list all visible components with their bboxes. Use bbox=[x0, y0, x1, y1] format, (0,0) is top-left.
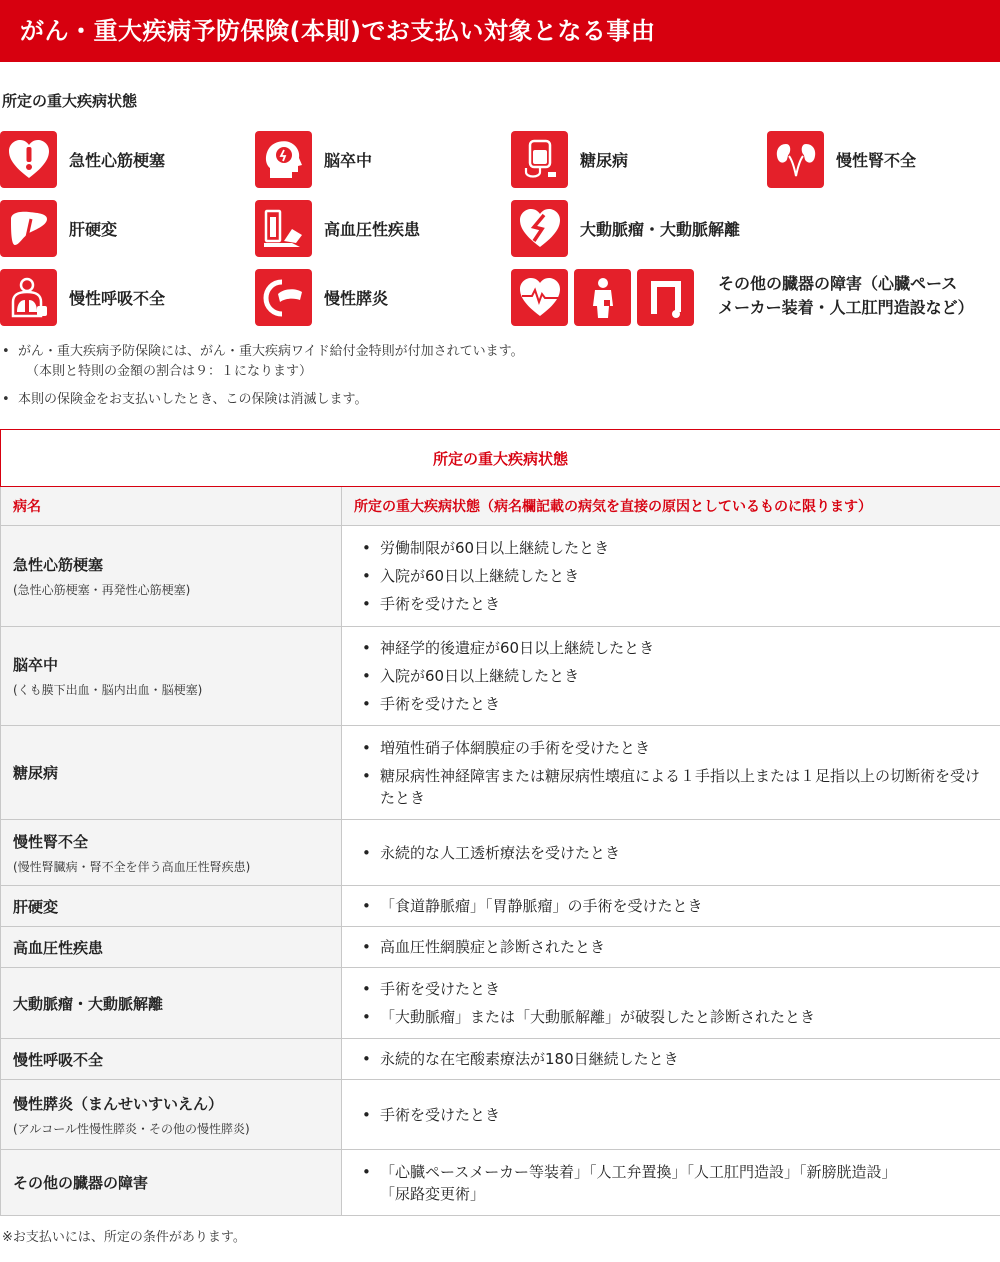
lungs-icon bbox=[7, 276, 51, 320]
brain-head-icon bbox=[262, 138, 306, 182]
liver-icon bbox=[7, 207, 51, 251]
disease-table bbox=[0, 429, 1000, 1216]
body-icon bbox=[581, 276, 625, 320]
pancreas-icon bbox=[262, 276, 306, 320]
other-organs-label: その他の臓器の障害（心臓ペース メーカー装着・人工肛門造設など） bbox=[718, 274, 974, 317]
table-row: 慢性膵炎（まんせいすいえん） (アルコール性慢性膵炎・その他の慢性膵炎) • 手術を受けたとき bbox=[1, 1080, 1000, 1150]
icon-label: 急性心筋梗塞 bbox=[69, 151, 166, 170]
icon-item-kidney bbox=[767, 131, 916, 188]
icon-label: 肝硬変 bbox=[69, 220, 118, 239]
footer-note: ※お支払いには、所定の条件があります。 bbox=[2, 1230, 246, 1245]
icon-item-respiratory bbox=[0, 269, 165, 326]
icon-item-stroke bbox=[255, 131, 372, 188]
blood-pressure-monitor-icon bbox=[262, 207, 306, 251]
heart-exclamation-icon bbox=[7, 138, 51, 182]
note-item: • 本則の保険金をお支払いしたとき、この保険は消滅します。 bbox=[2, 390, 524, 410]
table-row: 糖尿病 • 増殖性硝子体網膜症の手術を受けたとき • 糖尿病性神経障害または糖尿病性壊疽による１手指以上または１足指以上の切断術を受けたとき bbox=[1, 726, 1000, 820]
note-item: • がん・重大疾病予防保険には、がん・重大疾病ワイド給付金特則が付加されています。 （本則と特則の金額の割合は９：１になります） bbox=[2, 342, 524, 382]
icon-item-diabetes bbox=[511, 131, 628, 188]
icon-label: 高血圧性疾患 bbox=[324, 220, 421, 239]
col-header-condition: 所定の重大疾病状態（病名欄記載の病気を直接の原因としているものに限ります） bbox=[342, 487, 1000, 526]
kidney-icon bbox=[774, 138, 818, 182]
table-row: 大動脈瘤・大動脈解離 • 手術を受けたとき • 「大動脈瘤」または「大動脈解離」が破裂したと診断されたとき bbox=[1, 968, 1000, 1039]
heartbeat-icon bbox=[518, 276, 562, 320]
icon-label: 慢性呼吸不全 bbox=[69, 289, 166, 308]
icon-label: 慢性膵炎 bbox=[324, 289, 389, 308]
table-row: 脳卒中 (くも膜下出血・脳内出血・脳梗塞) • 神経学的後遺症が60日以上継続したとき • 入院が60日以上継続したとき • 手術を受けたとき bbox=[1, 627, 1000, 726]
intestine-icon bbox=[644, 276, 688, 320]
icon-item-other-organs bbox=[511, 269, 694, 326]
icon-item-myocardial bbox=[0, 131, 165, 188]
table-row: 慢性呼吸不全 • 永続的な在宅酸素療法が180日継続したとき bbox=[1, 1039, 1000, 1080]
table-row: 肝硬変 • 「食道静脈瘤」「胃静脈瘤」の手術を受けたとき bbox=[1, 886, 1000, 927]
page-title: がん・重大疾病予防保険(本則)でお支払い対象となる事由 bbox=[0, 0, 1000, 62]
blood-bag-icon bbox=[518, 138, 562, 182]
table-row: 高血圧性疾患 • 高血圧性網膜症と診断されたとき bbox=[1, 927, 1000, 968]
icon-item-pancreas bbox=[255, 269, 388, 326]
table-row: 急性心筋梗塞 (急性心筋梗塞・再発性心筋梗塞) • 労働制限が60日以上継続したとき • 入院が60日以上継続したとき • 手術を受けたとき bbox=[1, 526, 1000, 627]
icon-label: 糖尿病 bbox=[580, 151, 629, 170]
icon-item-aorta bbox=[511, 200, 740, 257]
table-caption: 所定の重大疾病状態 bbox=[1, 430, 1000, 487]
table-row: その他の臓器の障害 • 「心臓ペースメーカー等装着」「人工弁置換」「人工肛門造設」「新膀胱造設」「尿路変更術」 bbox=[1, 1150, 1000, 1216]
section-subheading: 所定の重大疾病状態 bbox=[2, 92, 138, 110]
icon-label: 大動脈瘤・大動脈解離 bbox=[580, 220, 741, 239]
notes-list bbox=[2, 342, 524, 410]
icon-label: 慢性腎不全 bbox=[836, 151, 917, 170]
broken-heart-icon bbox=[518, 207, 562, 251]
icon-item-hypertension bbox=[255, 200, 420, 257]
col-header-name: 病名 bbox=[1, 487, 342, 526]
icon-label: 脳卒中 bbox=[324, 151, 373, 170]
table-row: 慢性腎不全 (慢性腎臓病・腎不全を伴う高血圧性腎疾患) • 永続的な人工透析療法を受けたとき bbox=[1, 820, 1000, 886]
icon-item-liver bbox=[0, 200, 117, 257]
